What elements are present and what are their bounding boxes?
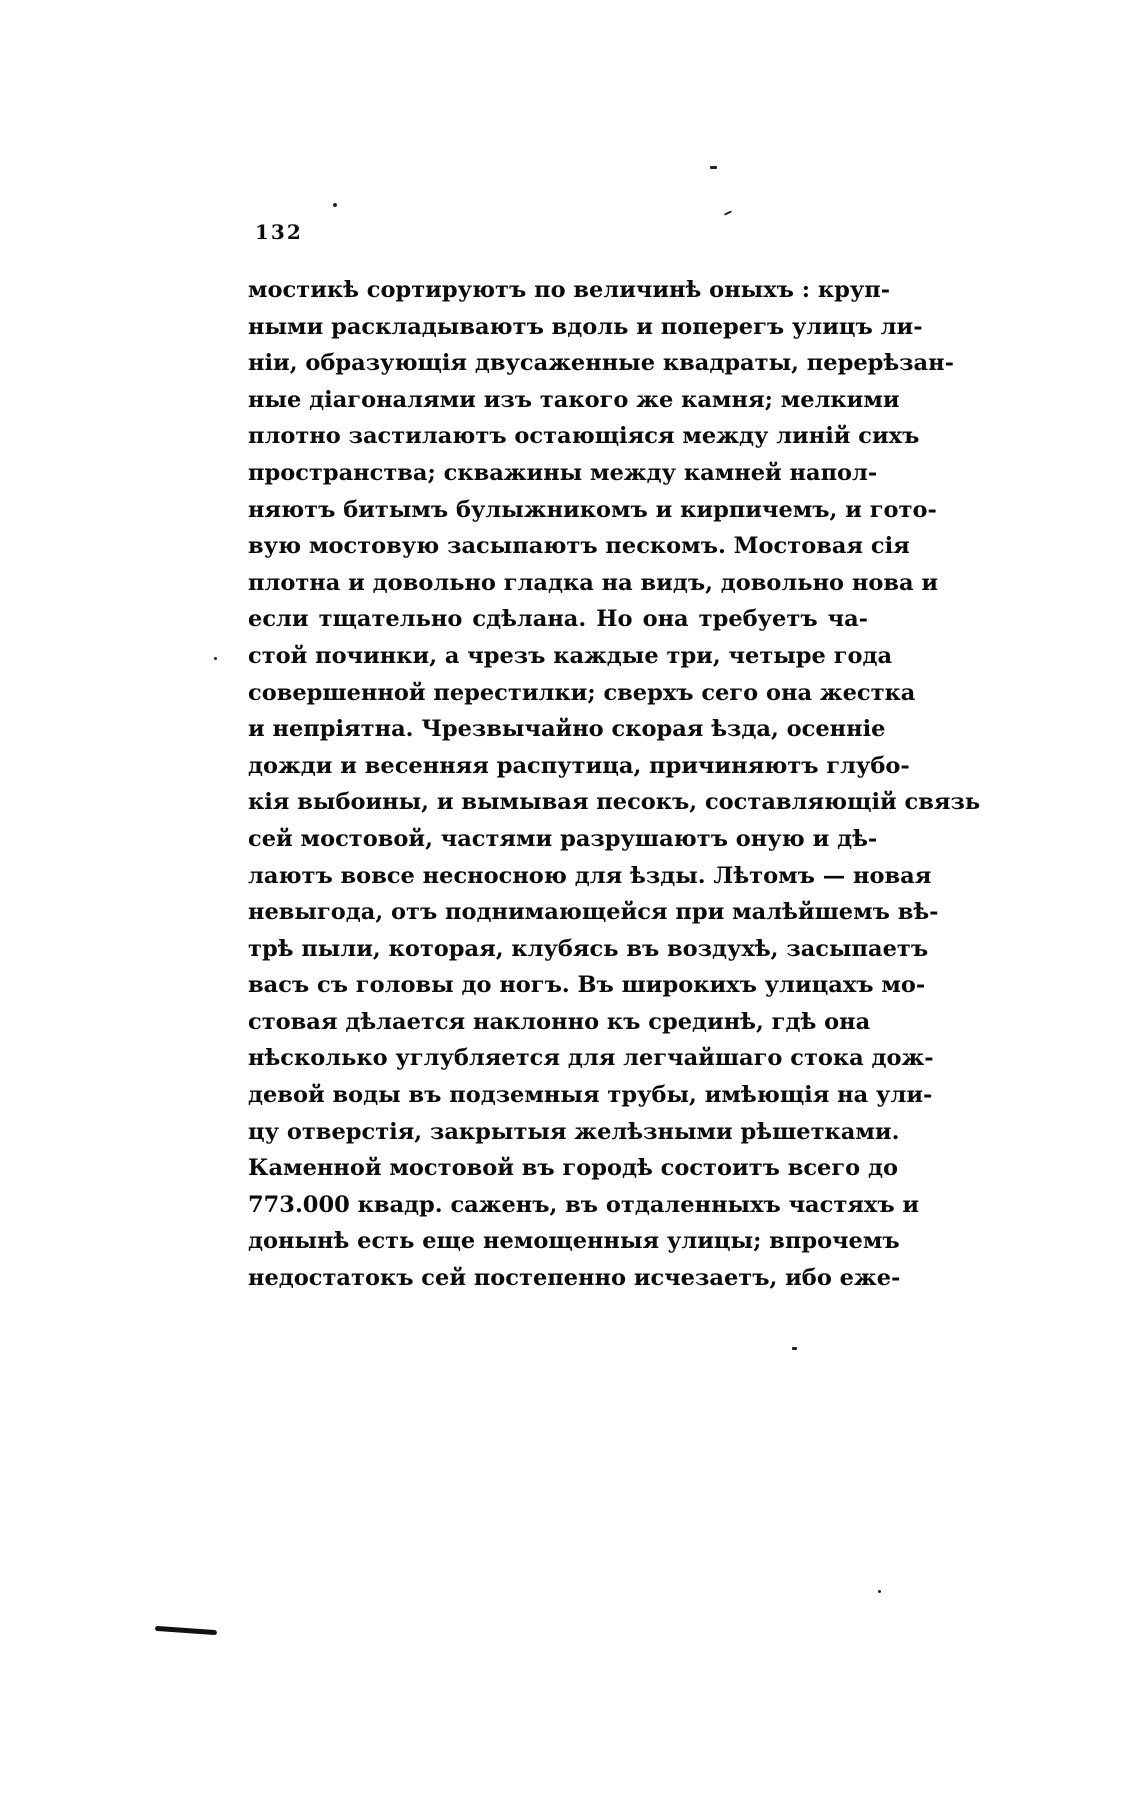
text-line: и непріятна. Чрезвычайно скорая ѣзда, осенніе [248, 716, 886, 743]
text-line: кія выбоины, и вымывая песокъ, составляющій связь [248, 789, 981, 816]
text-line: если тщательно сдѣлана. Но она требуетъ ча- [248, 606, 868, 633]
text-line: донынѣ есть еще немощенныя улицы; впрочемъ [248, 1228, 900, 1255]
page-number: 132 [255, 220, 303, 244]
text-line: ніи, образующія двусаженные квадраты, перерѣзан- [248, 350, 954, 377]
text-line: сей мостовой, частями разрушаютъ оную и дѣ- [248, 825, 878, 852]
text-line: невыгода, отъ поднимающейся при малѣйшемъ вѣ- [248, 899, 939, 926]
text-line: ные діагоналями изъ такого же камня; мелкими [248, 386, 900, 413]
text-line: 773.000 квадр. саженъ, въ отдаленныхъ частяхъ и [248, 1191, 920, 1218]
text-line: стовая дѣлается наклонно къ срединѣ, гдѣ она [248, 1008, 871, 1035]
scan-speck [792, 1347, 797, 1350]
text-line: плотно застилаютъ остающіяся между линій сихъ [248, 423, 920, 450]
text-line: ными раскладываютъ вдоль и поперегъ улицъ ли- [248, 313, 923, 340]
text-line: лаютъ вовсе несносною для ѣзды. Лѣтомъ — новая [248, 862, 932, 889]
text-line: няютъ битымъ булыжникомъ и кирпичемъ, и гото- [248, 496, 937, 523]
scan-speck [710, 166, 717, 169]
text-line: трѣ пыли, которая, клубясь въ воздухѣ, засыпаетъ [248, 935, 929, 962]
text-line: мостикѣ сортируютъ по величинѣ оныхъ : круп- [248, 277, 891, 303]
text-line: недостатокъ сей постепенно исчезаетъ, ибо еже- [248, 1265, 901, 1292]
scan-speck [214, 657, 217, 660]
text-line: дожди и весенняя распутица, причиняютъ глубо- [248, 752, 910, 779]
scan-speck [333, 203, 337, 207]
text-line: вую мостовую засыпаютъ пескомъ. Мостовая сія [248, 533, 910, 560]
scan-speck [724, 210, 732, 215]
text-line: плотна и довольно гладка на видъ, довольно нова и [248, 569, 939, 596]
body-text [248, 272, 981, 1297]
scan-speck [878, 1590, 881, 1593]
text-line: девой воды въ подземныя трубы, имѣющія на ули- [248, 1082, 933, 1109]
text-line: нѣсколько углубляется для легчайшаго стока дож- [248, 1045, 934, 1072]
text-line: совершенной перестилки; сверхъ сего она жестка [248, 679, 916, 706]
text-line: Каменной мостовой въ городѣ состоитъ всего до [248, 1155, 899, 1182]
text-line: васъ съ головы до ногъ. Въ широкихъ улицахъ мо- [248, 972, 926, 999]
scan-mark [155, 1626, 217, 1635]
text-line: пространства; скважины между камней напол- [248, 459, 878, 486]
text-line: цу отверстія, закрытыя желѣзными рѣшетками. [248, 1118, 900, 1145]
text-line: стой починки, а чрезъ каждые три, четыре года [248, 642, 893, 669]
